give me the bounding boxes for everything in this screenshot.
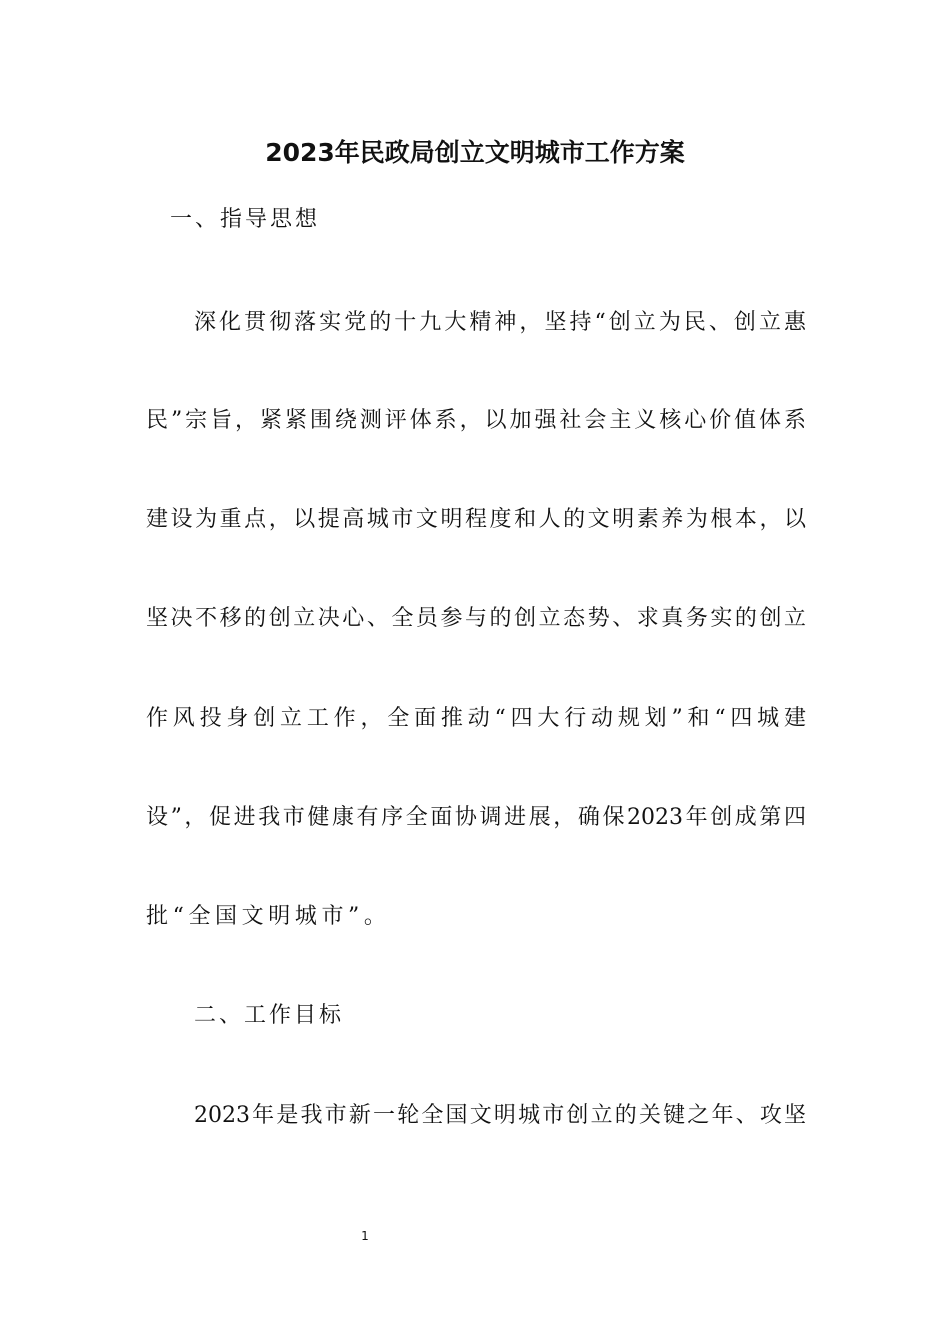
paragraph-line: 设”，促进我市健康有序全面协调进展，确保2023年创成第四 bbox=[146, 805, 806, 830]
paragraph-line: 民”宗旨，紧紧围绕测评体系，以加强社会主义核心价值体系 bbox=[146, 408, 806, 433]
section-heading-guiding-ideology: 一、指导思想 bbox=[170, 207, 321, 232]
document-title: 2023年民政局创立文明城市工作方案 bbox=[265, 138, 685, 167]
section-heading-work-goals: 二、工作目标 bbox=[194, 1003, 345, 1028]
paragraph-line: 作风投身创立工作，全面推动“四大行动规划”和“四城建 bbox=[146, 706, 806, 731]
paragraph-line: 深化贯彻落实党的十九大精神，坚持“创立为民、创立惠 bbox=[194, 310, 806, 335]
paragraph-line: 批“全国文明城市”。 bbox=[146, 904, 391, 929]
paragraph-line: 坚决不移的创立决心、全员参与的创立态势、求真务实的创立 bbox=[146, 606, 806, 631]
page-number: 1 bbox=[361, 1229, 369, 1243]
paragraph-line: 2023年是我市新一轮全国文明城市创立的关键之年、攻坚 bbox=[194, 1103, 806, 1128]
paragraph-line: 建设为重点，以提高城市文明程度和人的文明素养为根本，以 bbox=[146, 507, 806, 532]
